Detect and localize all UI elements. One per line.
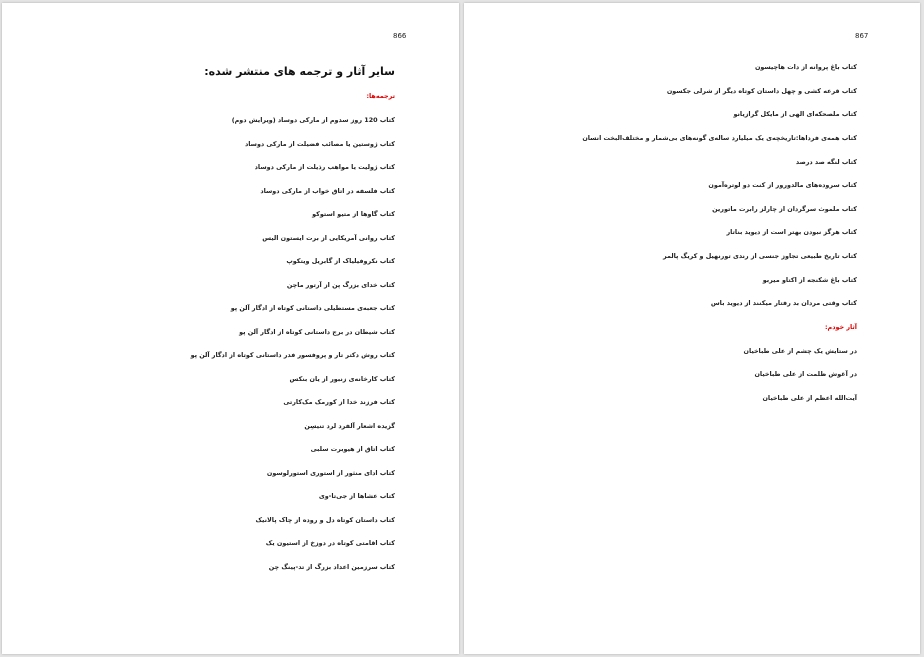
list-item: کتاب گاوها از متیو استوکو xyxy=(312,210,395,218)
list-item: کتاب سرزمین اعداد بزرگ از تد-پینگ چن xyxy=(268,562,395,571)
list-item: کتاب اقامتی کوتاه در دوزخ از استیون یک xyxy=(265,539,395,547)
list-item: کتاب قرعه کشی و چهل داستان کوتاه دیگر از شرلی جکسون xyxy=(666,86,857,95)
list-item: کتاب 120 روز سدوم از مارکی دوساد (ویرایش دوم) xyxy=(231,116,395,124)
list-item: کتاب باغ پروانه از دات هاچیسون xyxy=(754,63,857,71)
list-item: کتاب ملصحکه‌ای الهی از مایکل گرازیانو xyxy=(733,110,857,119)
list-item: کتاب همه‌ی فرداها:تاریخچه‌ی یک میلیارد ساله‌ی گونه‌های بی‌شمار و مختلف‌البخت انسان xyxy=(582,133,857,142)
list-item: کتاب هرگز نبودن بهتر است از دیوید بناتار xyxy=(726,228,857,237)
list-item: کتاب شیطان در برج داستانی کوتاه از ادگار آلن پو xyxy=(239,327,395,336)
text-block xyxy=(582,62,857,417)
list-item: کتاب کارخانه‌ی زنبور از یان بنکس xyxy=(289,374,395,383)
own-works-list xyxy=(582,346,857,403)
list-item: کتاب فلسفه در اتاق خواب از مارکی دوساد xyxy=(260,186,395,195)
list-item: کتاب نکروفیلیاک از گابریل ویتکوپ xyxy=(286,257,395,265)
translations-label: ترجمه‌ها: xyxy=(366,92,395,100)
list-item: آیت‌الله اعظم از علی طباخیان xyxy=(762,393,857,402)
list-item: کتاب لنگه صد درصد xyxy=(795,157,857,166)
list-item: کتاب ژوستین یا مصائب فضیلت از مارکی دوساد xyxy=(244,139,395,148)
list-item: کتاب روش دکتر تار و پروفسور فدر داستانی کوتاه از ادگار آلن پو xyxy=(190,351,395,359)
list-item: کتاب ژولیت یا مواهب رذیلت از مارکی دوساد xyxy=(254,163,395,171)
translations-list xyxy=(191,115,395,572)
list-item: در ستایش یک چشم از علی طباخیان xyxy=(743,346,857,355)
section-heading: سایر آثار و ترجمه های منتشر شده: xyxy=(204,65,395,78)
list-item: کتاب روانی آمریکایی از برت ایستون الیس xyxy=(262,233,395,242)
page-number: 866 xyxy=(393,32,407,40)
list-item: کتاب خدای بزرگ پن از آرتور ماچن xyxy=(286,280,395,289)
list-item: کتاب سروده‌های مالدورور از کنت دو لوتره‌آمون xyxy=(708,181,857,190)
list-item: کتاب فرزند خدا از کورمک مک‌کارتی xyxy=(283,398,395,406)
list-item: گزیده اشعار آلفرد لرد تنیسِن xyxy=(304,421,395,430)
list-item: کتاب ادای منثور از استوری استورلوسون xyxy=(266,468,395,477)
list-item: کتاب اتاق از هیوبرت سلبی xyxy=(310,445,395,453)
list-item: کتاب وقتی مردان بد رفتار میکنند از دیوید باس xyxy=(710,299,857,308)
own-works-label: آثار خودم: xyxy=(824,323,857,332)
list-item: کتاب جعبه‌ی مستطیلی داستانی کوتاه از ادگار آلن پو xyxy=(230,304,395,312)
list-item: کتاب باغ شکنجه از اکتاو میربو xyxy=(762,275,857,284)
document-page-right xyxy=(464,3,920,654)
list-item: در آغوش ظلمت از علی طباخیان xyxy=(754,370,857,379)
list-item: کتاب تاریخ طبیعی تجاوز جنسی از رندی تورنهیل و کریگ پالمر xyxy=(662,252,857,261)
list-item: کتاب ملموث سرگردان از چارلز رابرت ماتورین xyxy=(712,204,857,213)
list-item: کتاب عشاها از جی‌تا-وی xyxy=(318,492,395,500)
text-block xyxy=(191,65,395,585)
list-item: کتاب داستان کوتاه دل و روده از چاک پالانیک xyxy=(255,515,395,524)
page-number: 867 xyxy=(855,32,869,40)
document-page-left xyxy=(2,3,459,654)
translations-list-continued xyxy=(582,62,857,308)
